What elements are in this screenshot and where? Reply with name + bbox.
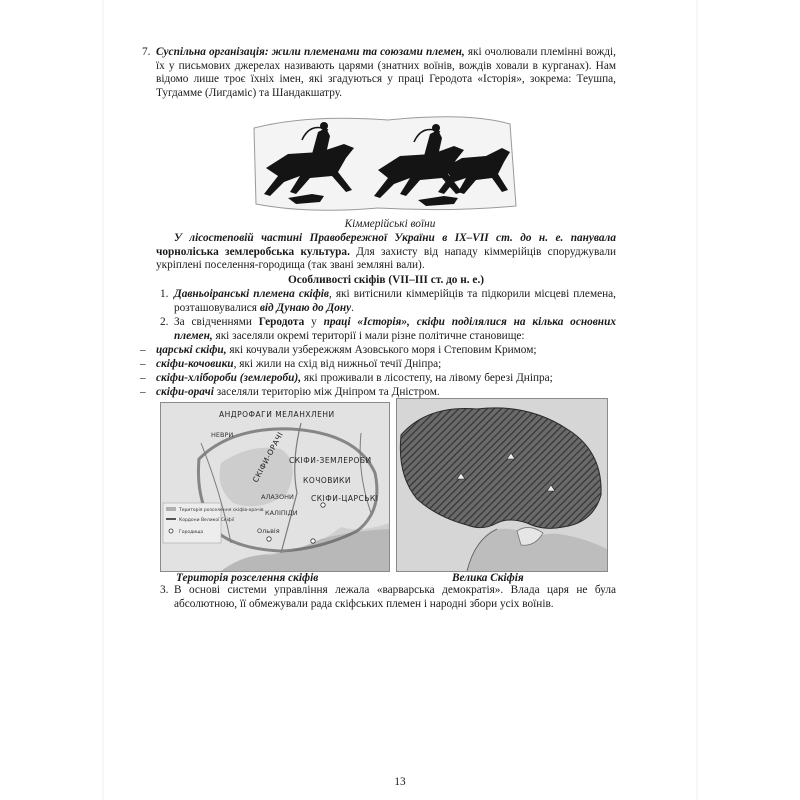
list-term: скіфи-хлібороби (землероби),	[156, 372, 302, 384]
point-1-text: , які витіснили кіммерійців та підкорили місцеві племена, розташовувалися	[174, 288, 616, 314]
map1-zemlerobi-label: СКІФИ-ЗЕМЛЕРОБИ	[289, 456, 372, 465]
scythians-point-1	[160, 288, 616, 315]
list-desc: , які жили на схід від нижньої течії Дніпра;	[233, 358, 442, 370]
warriors-caption: Кіммерійські воїни	[344, 218, 436, 230]
cimmerian-warriors-image	[248, 110, 520, 213]
page-number: 13	[394, 776, 406, 788]
list-dash: –	[140, 386, 146, 398]
map1-kalipidy-label: КАЛІПІДИ	[265, 509, 298, 517]
map1-top-label: АНДРОФАГИ МЕЛАНХЛЕНИ	[219, 410, 335, 419]
point-1-range: від Дунаю до Дону	[259, 301, 352, 314]
item-7-lead: Суспільна організація: жили племенами та союзами племен,	[156, 46, 465, 58]
point-2-lead: праці «Історія», скіфи поділялися на кілька основних племен,	[174, 316, 617, 342]
point-2-in: у	[304, 316, 324, 328]
scythians-heading: Особливості скіфів (VІІ–ІІІ ст. до н. е.)	[287, 274, 485, 286]
list-desc: які кочували узбережжям Азовського моря і Степовим Кримом;	[226, 344, 537, 356]
list-item	[140, 372, 616, 386]
map1-legend-1: Територія розселення скіфів-орачів	[179, 508, 264, 513]
list-dash: –	[140, 344, 146, 356]
list-term: скіфи-кочовики	[156, 358, 234, 370]
chernoles-culture: чорноліська землеробська культура.	[156, 245, 350, 258]
map1-kochovyky-label: КОЧОВИКИ	[303, 476, 351, 485]
point-2-herodotus: Геродота	[258, 316, 305, 328]
point-1-number: 1.	[160, 288, 169, 300]
forest-steppe-text: Для захисту від нападу кіммерійців споруджували укріплені поселення-городища (так звані земляні вали).	[156, 245, 617, 272]
point-2-number: 2.	[160, 316, 169, 328]
scythians-point-3	[160, 584, 616, 611]
map1-neyry-label: НЕВРИ	[211, 431, 234, 439]
list-item	[140, 344, 616, 358]
forest-steppe-lead: У лісостеповій частині Правобережної України в ІХ–VІІ ст. до н. е. панувала	[174, 232, 616, 244]
great-scythia-map	[396, 398, 608, 572]
scythians-point-2	[160, 316, 617, 343]
list-desc: заселяли територію між Дніпром та Дністром.	[213, 386, 440, 398]
point-2-text: які заселяли окремі території і мали різне політичне становище:	[212, 329, 525, 342]
point-1-lead: Давньоіранські племена скіфів	[174, 288, 329, 300]
list-term: царські скіфи,	[156, 344, 227, 356]
map1-city-label: Ольвія	[257, 527, 280, 535]
item-7-number: 7.	[142, 46, 151, 58]
item-7	[142, 46, 616, 100]
map1-orachi-label: СКІФИ-ОРАЧІ	[250, 430, 286, 484]
list-desc: які проживали в лісостепу, на лівому березі Дніпра;	[301, 372, 553, 384]
settlement-map-caption: Територія розселення скіфів	[176, 572, 319, 584]
item-7-text: які очолювали племінні вожді, їх у письмових джерелах називають царями (знатних воїнів, вождів ховали в курганах). Нам відомо лише троє їхніх імен, які згадуються у праці Геродота «Історія», зокрема: Теушпа, Тугдамме (Лигдаміс) та Шандакшатру.	[156, 46, 616, 99]
map1-legend-3: Городища	[179, 530, 204, 535]
point-1-end: .	[351, 301, 354, 314]
scythian-settlement-map	[160, 402, 390, 572]
point-3-text: В основі системи управління лежала «варварська демократія». Влада царя не була абсолютною, її обмежували рада скіфських племен і народні збори усіх воїнів.	[174, 584, 616, 610]
map1-alazony-label: АЛАЗОНИ	[261, 493, 294, 501]
great-scythia-caption: Велика Скіфія	[452, 572, 524, 584]
list-dash: –	[140, 358, 146, 370]
forest-steppe-paragraph	[156, 232, 616, 273]
list-term: скіфи-орачі	[156, 386, 214, 398]
map1-tsarski-label: СКІФИ-ЦАРСЬКІ	[311, 494, 379, 503]
point-2-intro: За свідченнями	[174, 316, 259, 328]
list-dash: –	[140, 372, 146, 384]
list-item	[140, 358, 616, 372]
map1-legend-2: Кордони Великої Скіфії	[179, 518, 235, 523]
point-3-number: 3.	[160, 584, 169, 596]
